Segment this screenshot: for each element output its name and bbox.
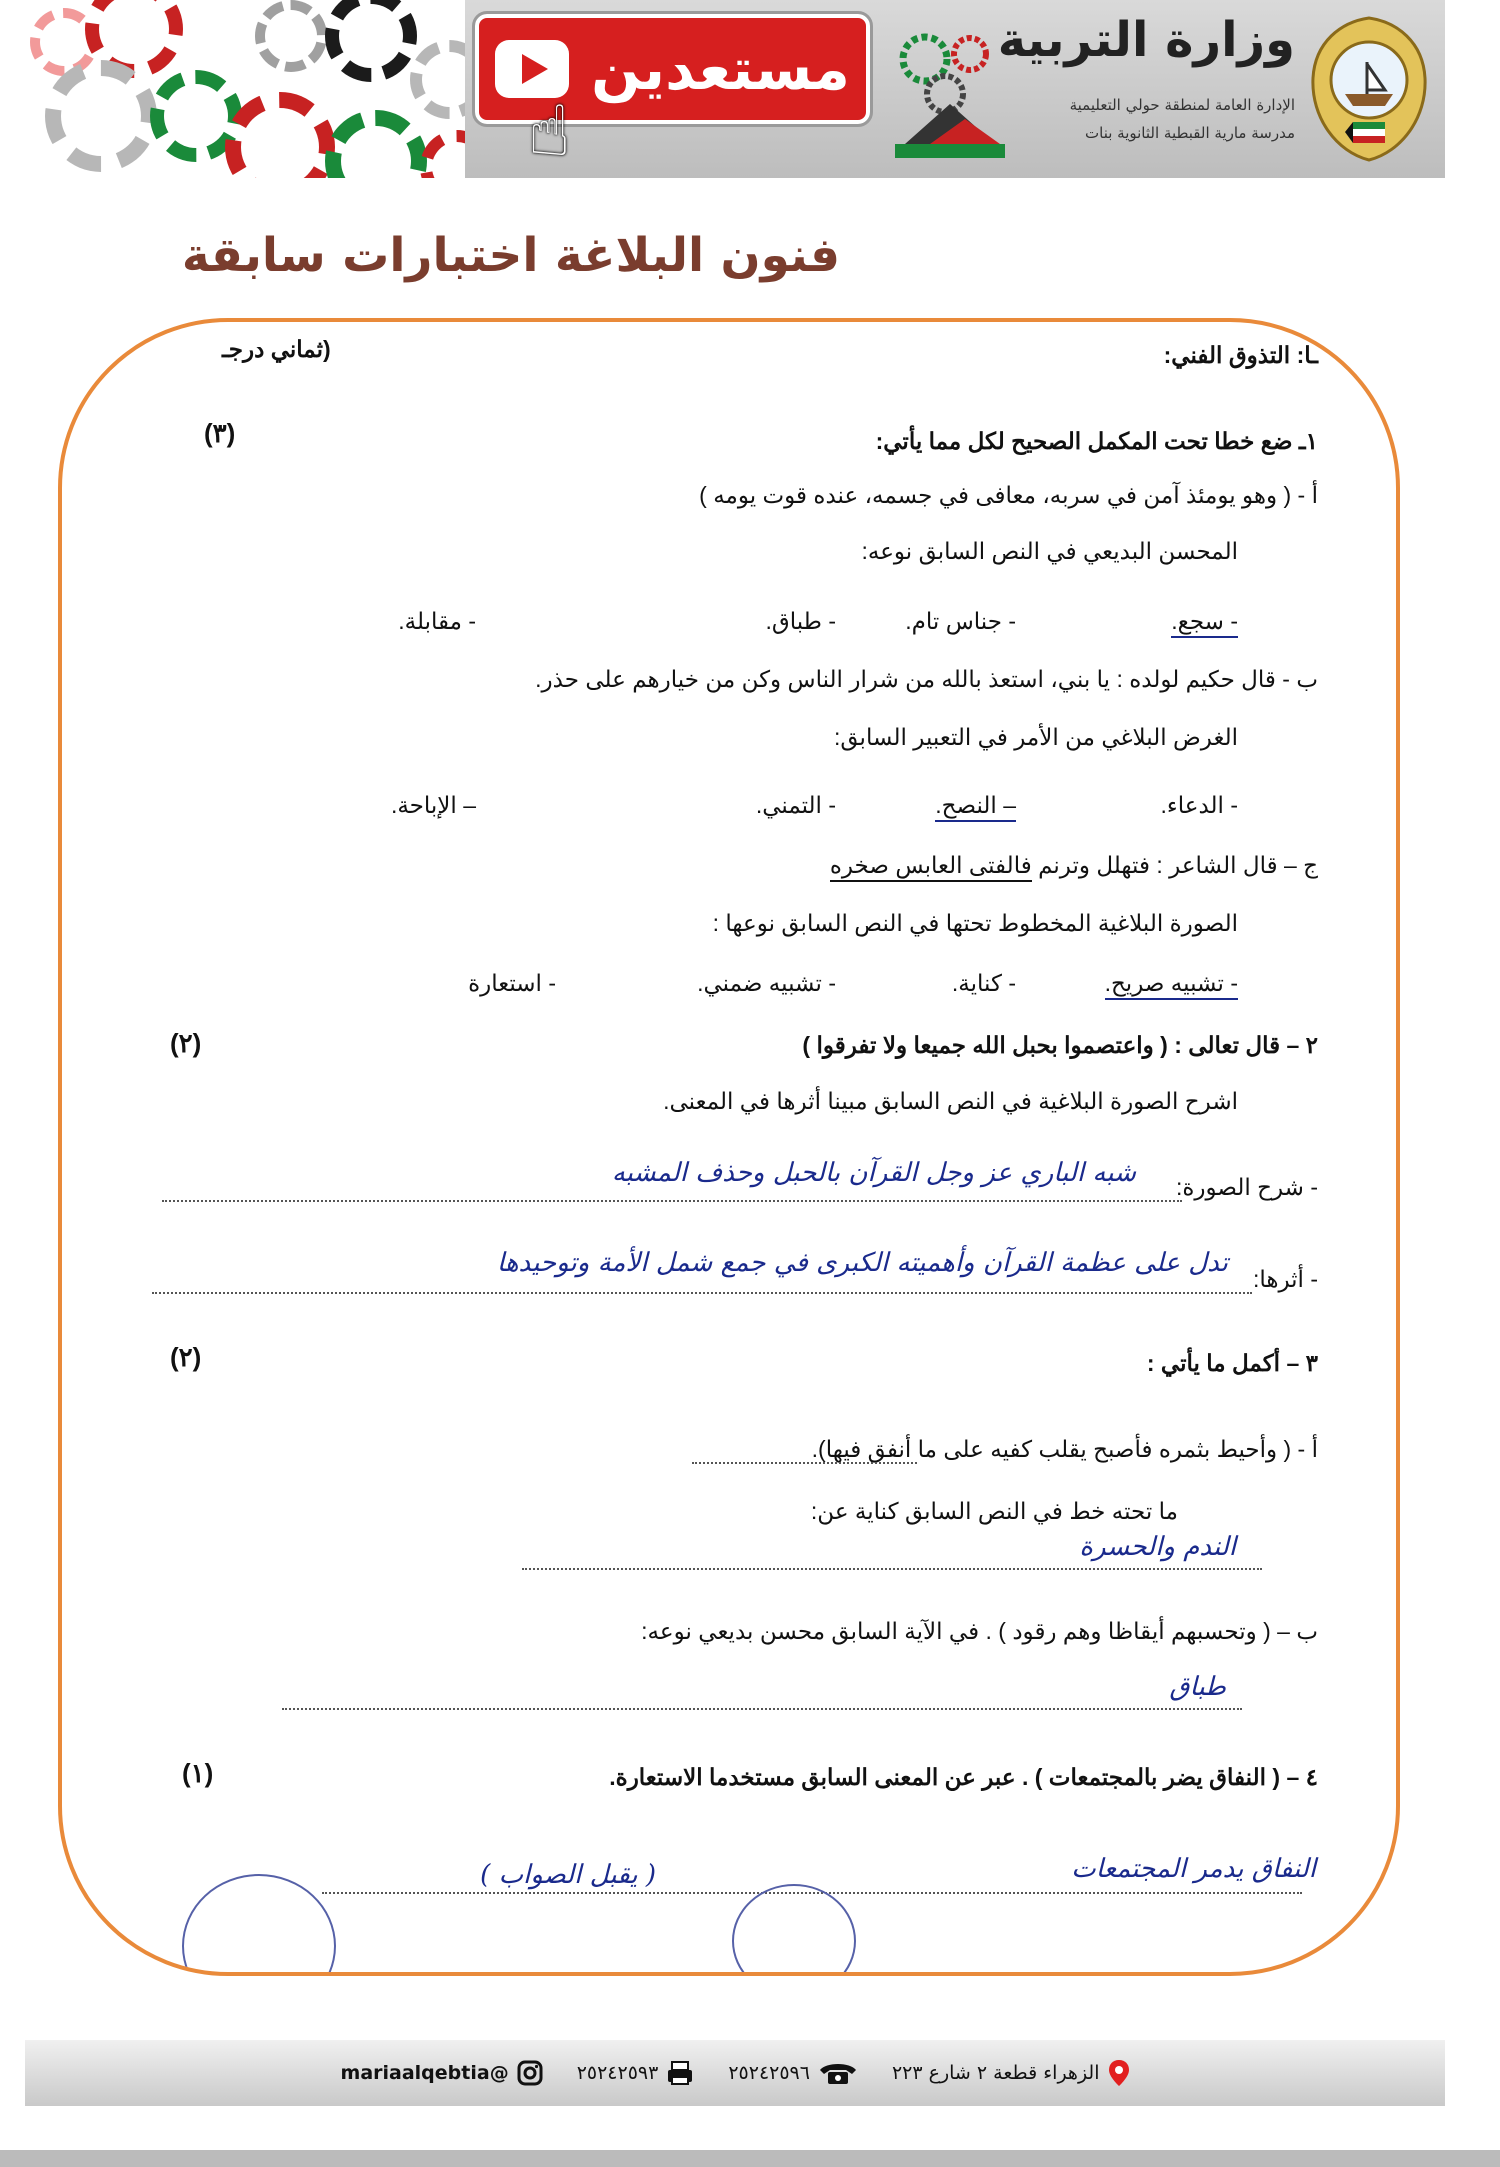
address-text: الزهراء قطعة ٢ شارع ٢٢٣: [891, 2062, 1100, 2084]
fax-icon: [666, 2060, 694, 2086]
underline-mark: [692, 1462, 917, 1464]
q1c-option-1: - تشبيه صريح.: [1105, 970, 1238, 997]
q2-explain-answer: شبه الباري عز وجل القرآن بالحبل وحذف المشبه: [611, 1158, 1136, 1188]
school-logo: [885, 24, 1015, 164]
location-pin-icon: [1108, 2059, 1130, 2087]
section-marks: (ثماني درجـ: [222, 336, 331, 362]
q1c-option-3: - تشبيه ضمني.: [697, 970, 836, 996]
exam-frame: [58, 318, 1400, 1976]
section-label: ـا: التذوق الفني:: [1163, 342, 1318, 368]
q1-instruction: ١ـ ضع خطا تحت المكمل الصحيح لكل مما يأتي:: [875, 428, 1318, 454]
answer-line: [152, 1292, 1252, 1294]
gear-icon: [45, 60, 157, 172]
q2-explain-label: - شرح الصورة:: [1175, 1174, 1318, 1200]
q1c-option-4: - استعارة: [468, 970, 556, 996]
footer-address: [892, 2059, 1130, 2087]
q4-answer: النفاق يدمر المجتمعات: [1071, 1854, 1316, 1884]
footer-phone: [728, 2060, 858, 2086]
q1a-prompt: المحسن البديعي في النص السابق نوعه:: [861, 538, 1238, 564]
q2-text: ٢ – قال تعالى : ( واعتصموا بحبل الله جميعا ولا تفرقوا ): [802, 1032, 1318, 1058]
ministry-name: وزارة التربية: [997, 12, 1295, 68]
school-name: مدرسة مارية القبطية الثانوية بنات: [1085, 124, 1295, 142]
q1-marks: (٣): [204, 418, 236, 448]
q1b-option-3: - التمني.: [755, 792, 836, 818]
subscribe-label: مستعدين: [591, 35, 850, 103]
q4-marks: (١): [182, 1758, 214, 1788]
q1c-prompt: الصورة البلاغية المخطوط تحتها في النص السابق نوعها :: [712, 910, 1238, 936]
gear-icon: [255, 0, 327, 72]
q3-text: ٣ – أكمل ما يأتي :: [1146, 1350, 1318, 1376]
gear-icon: [420, 130, 465, 178]
q1b-option-4: – الإباحة.: [390, 792, 476, 818]
q1c-text: ج – قال الشاعر : فتهلل وترنم فالفتى العابس صخره: [830, 852, 1318, 879]
q3a-text: أ - ( وأحيط بثمره فأصبح يقلب كفيه على ما أنفق فيها).: [811, 1436, 1318, 1462]
q3b-answer: طباق: [1169, 1672, 1226, 1702]
gear-icon: [325, 0, 417, 82]
ministry-region: الإدارة العامة لمنطقة حولي التعليمية: [1069, 96, 1295, 114]
q3a-prompt: ما تحته خط في النص السابق كناية عن:: [810, 1498, 1178, 1524]
official-stamp: [182, 1874, 336, 1976]
telephone-icon: [818, 2060, 858, 2086]
gear-icon: [225, 92, 335, 178]
q2-marks: (٢): [170, 1028, 202, 1058]
q3b-text: ب – ( وتحسبهم أيقاظا وهم رقود ) . في الآية السابق محسن بديعي نوعه:: [641, 1618, 1318, 1644]
q1b-text: ب - قال حكيم لولده : يا بني، استعذ بالله من شرار الناس وكن من خيارهم على حذر.: [535, 666, 1318, 692]
page-title: فنون البلاغة اختبارات سابقة: [181, 228, 840, 283]
pointer-hand-icon: ☝: [528, 90, 571, 172]
gear-icon: [410, 40, 465, 119]
q1a-option-4: - مقابلة.: [398, 608, 476, 634]
footer-contact-bar: [25, 2040, 1445, 2106]
q1c-option-2: - كناية.: [951, 970, 1016, 996]
q1b-option-1: - الدعاء.: [1160, 792, 1238, 818]
q2-effect-answer: تدل على عظمة القرآن وأهميته الكبرى في جمع شمل الأمة وتوحيدها: [496, 1248, 1228, 1278]
footer-fax: [577, 2060, 695, 2086]
answer-line: [162, 1200, 1182, 1202]
q4-text: ٤ – ( النفاق يضر بالمجتمعات ) . عبر عن المعنى السابق مستخدما الاستعارة.: [609, 1764, 1318, 1790]
q1a-option-2: - جناس تام.: [905, 608, 1016, 634]
q3-marks: (٢): [170, 1342, 202, 1372]
q1b-option-2: – النصح.: [935, 792, 1016, 819]
footer-instagram[interactable]: [341, 2060, 543, 2086]
gears-decoration: [25, 0, 465, 178]
instagram-handle[interactable]: @mariaalqebtia: [340, 2062, 509, 2084]
phone-text: ٢٥٢٤٢٥٩٦: [728, 2062, 810, 2084]
q2-prompt: اشرح الصورة البلاغية في النص السابق مبينا أثرها في المعنى.: [663, 1088, 1238, 1114]
answer-line: [282, 1708, 1242, 1710]
gear-icon: [325, 110, 427, 178]
official-stamp: [732, 1884, 856, 1976]
q1b-prompt: الغرض البلاغي من الأمر في التعبير السابق:: [833, 724, 1238, 750]
kuwait-emblem: [1305, 14, 1433, 164]
answer-line: [522, 1568, 1262, 1570]
fax-text: ٢٥٢٤٢٥٩٣: [576, 2062, 659, 2084]
instagram-icon: [517, 2060, 543, 2086]
q4-note: ( يقبل الصواب ): [480, 1860, 656, 1890]
q1a-option-3: - طباق.: [765, 608, 836, 634]
q1a-text: أ - ( وهو يومئذ آمن في سربه، معافى في جسمه، عنده قوت يومه ): [699, 482, 1318, 508]
q1a-option-1: - سجع.: [1171, 608, 1238, 635]
bottom-border: [0, 2150, 1500, 2167]
q3a-answer: الندم والحسرة: [1079, 1532, 1236, 1562]
q2-effect-label: - أثرها:: [1252, 1266, 1318, 1292]
